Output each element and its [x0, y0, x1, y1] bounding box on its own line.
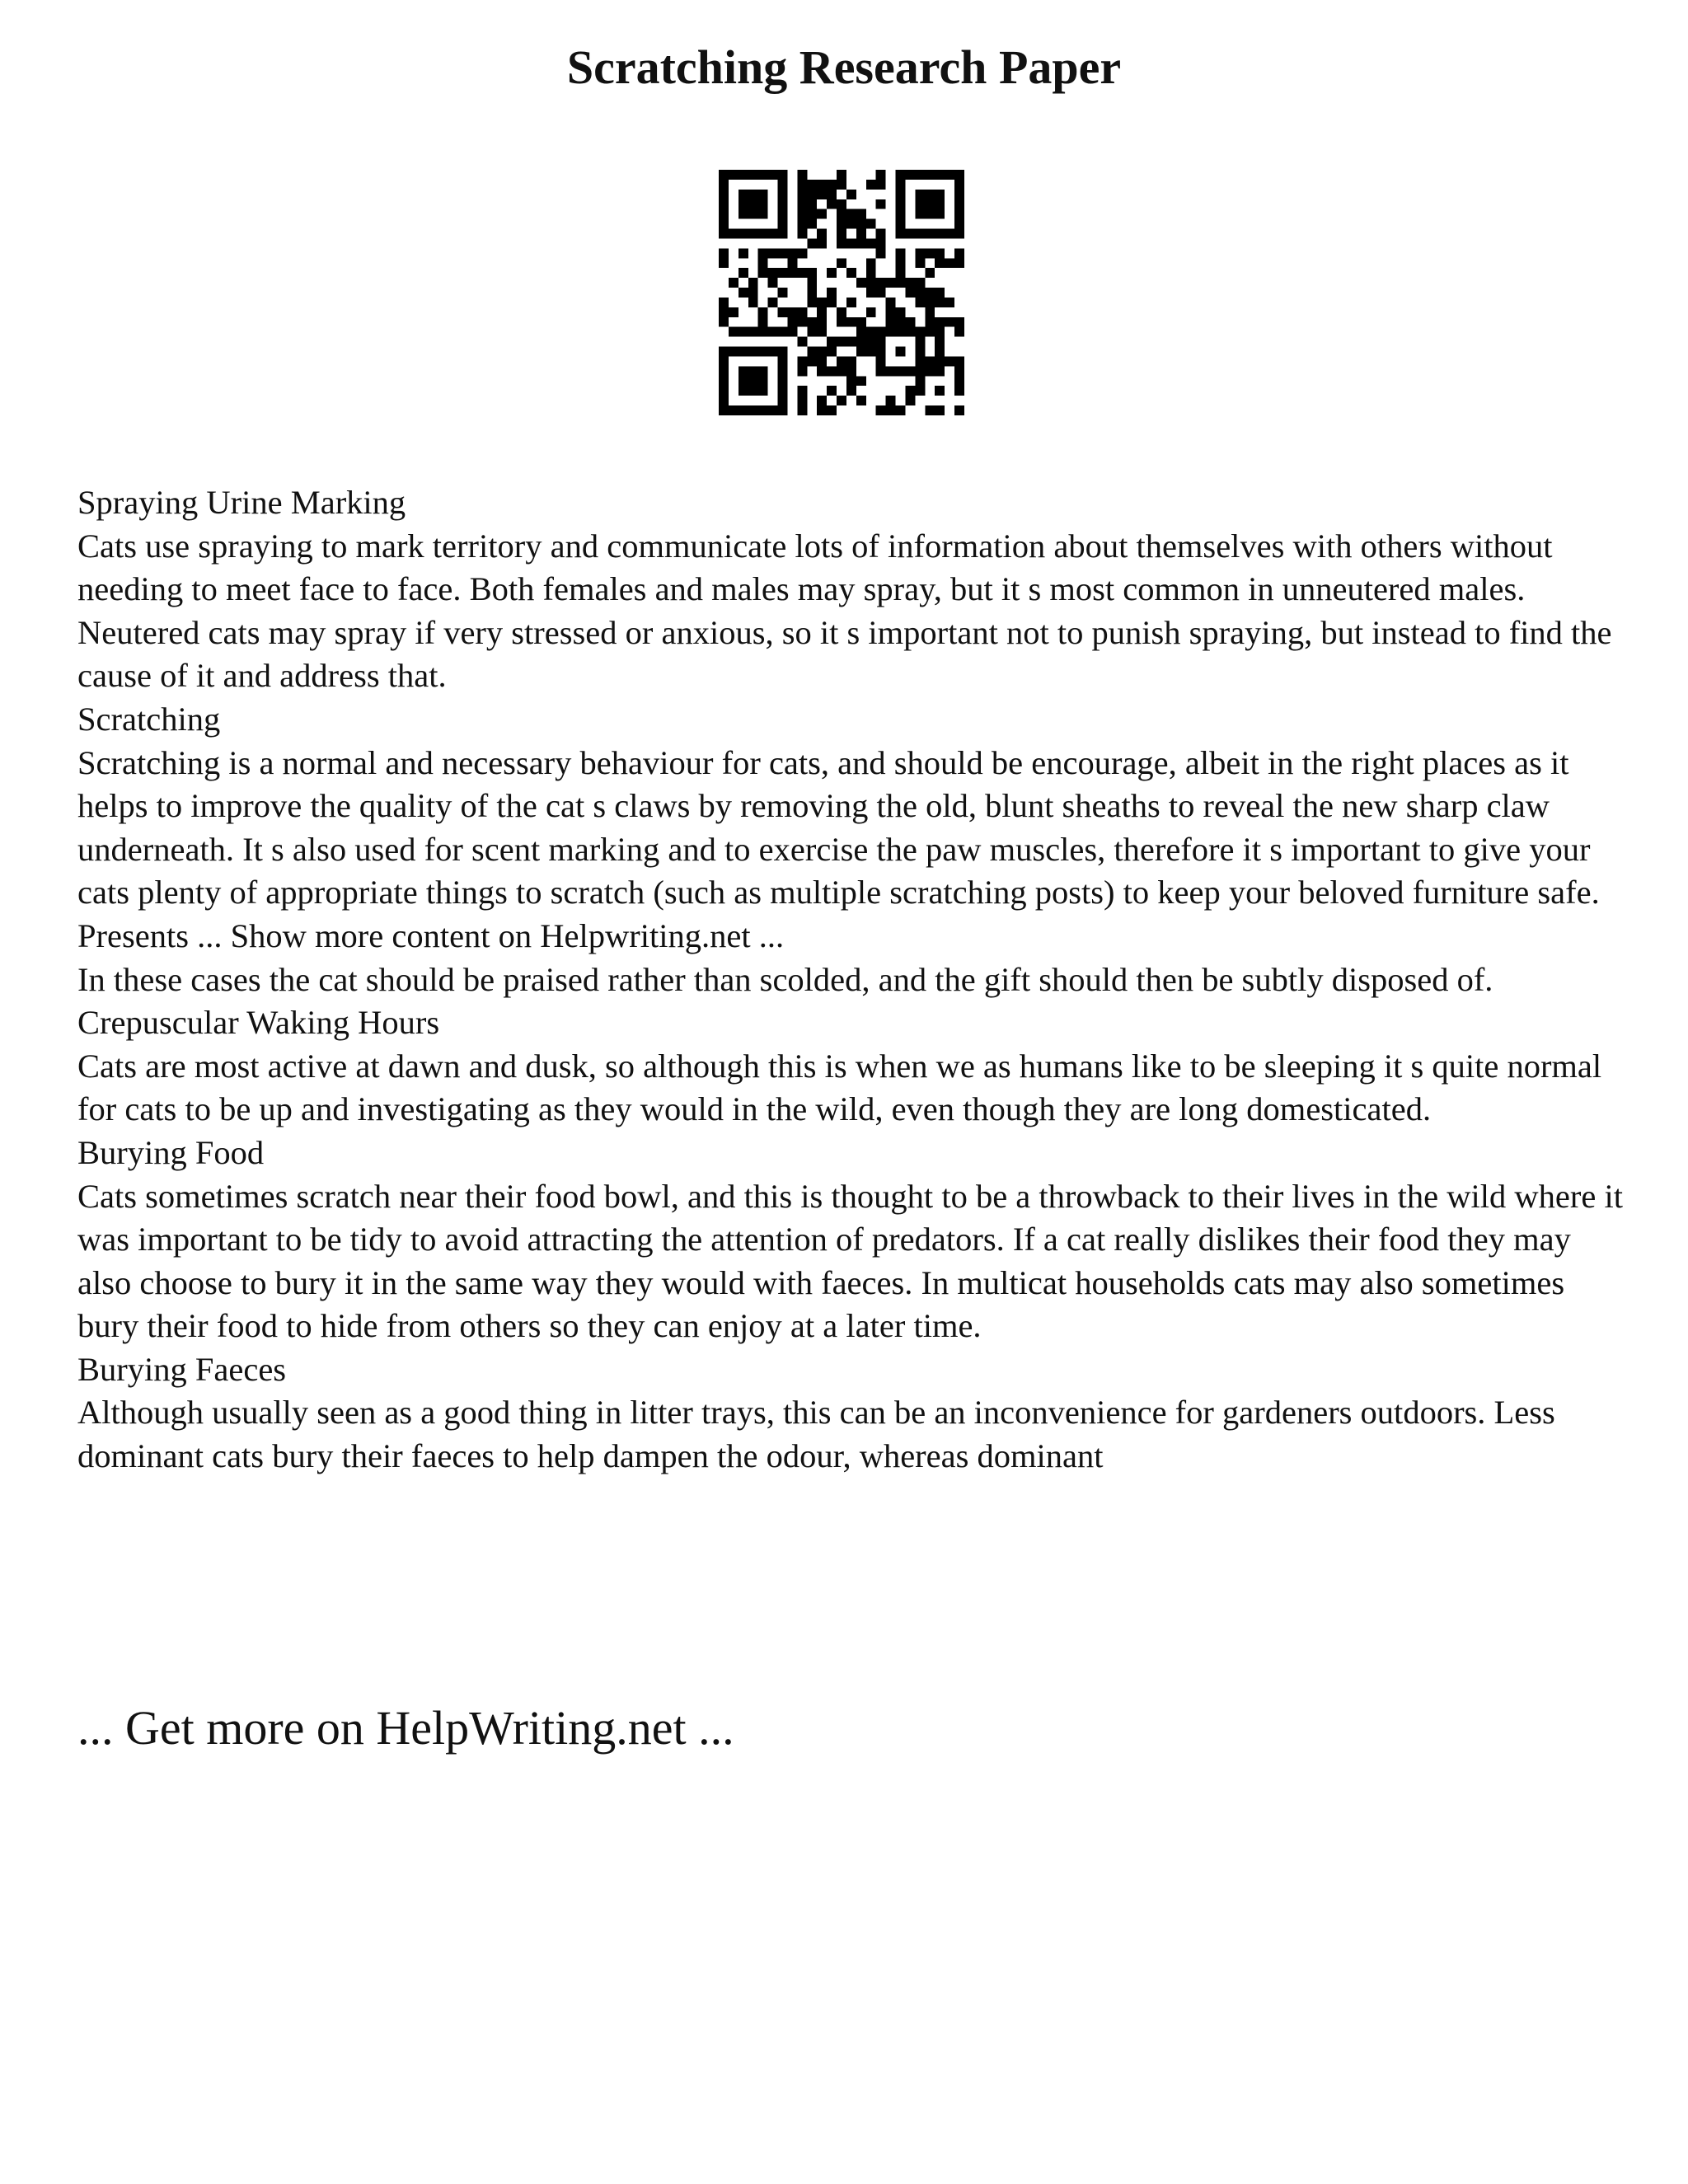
section-heading-scratching: Scratching [77, 700, 221, 738]
get-more-link[interactable]: ... Get more on HelpWriting.net ... [77, 1701, 734, 1755]
paragraph-scratching: Scratching is a normal and necessary behaviour for cats, and should be encourage, albeit in the right places as it helps to improve the quality of the cat s claws by removing the old, blunt sheaths to reveal the new sharp claw underneath. It s also used for scent marking and to exercise the paw muscles, therefore it s important to give your cats plenty of appropriate things to scratch (such as multiple scratching posts) to keep your beloved furniture safe. [77, 743, 1600, 912]
show-more-link[interactable]: Presents ... Show more content on Helpwriting.net ... [77, 916, 785, 954]
article-body [77, 481, 1627, 1479]
section-heading-crepuscular: Crepuscular Waking Hours [77, 1004, 440, 1042]
section-heading-spraying: Spraying Urine Marking [77, 484, 406, 521]
qr-code-icon[interactable] [719, 170, 964, 415]
section-heading-burying-faeces: Burying Faeces [77, 1350, 287, 1388]
paragraph-presents: In these cases the cat should be praised rather than scolded, and the gift should then be subtly disposed of. [77, 960, 1493, 998]
paragraph-burying-food: Cats sometimes scratch near their food bowl, and this is thought to be a throwback to their lives in the wild where it was important to be tidy to avoid attracting the attention of predators. If a cat really dislikes their food they may also choose to bury it in the same way they would with faeces. In multicat households cats may also sometimes bury their food to hide from others so they can enjoy at a later time. [77, 1177, 1623, 1345]
section-heading-burying-food: Burying Food [77, 1133, 265, 1171]
page-title: Scratching Research Paper [566, 40, 1122, 94]
paragraph-crepuscular: Cats are most active at dawn and dusk, so although this is when we as humans like to be sleeping it s quite normal for cats to be up and investigating as they would in the wild, even though they are long domesticated. [77, 1047, 1602, 1128]
paragraph-burying-faeces: Although usually seen as a good thing in litter trays, this can be an inconvenience for gardeners outdoors. Less dominant cats bury their faeces to help dampen the odour, whereas dominant [77, 1394, 1555, 1475]
paragraph-spraying: Cats use spraying to mark territory and communicate lots of information about themselves with others without needing to meet face to face. Both females and males may spray, but it s most common in unneutered males. Neutered cats may spray if very stressed or anxious, so it s important not to punish spraying, but instead to find the cause of it and address that. [77, 527, 1612, 695]
